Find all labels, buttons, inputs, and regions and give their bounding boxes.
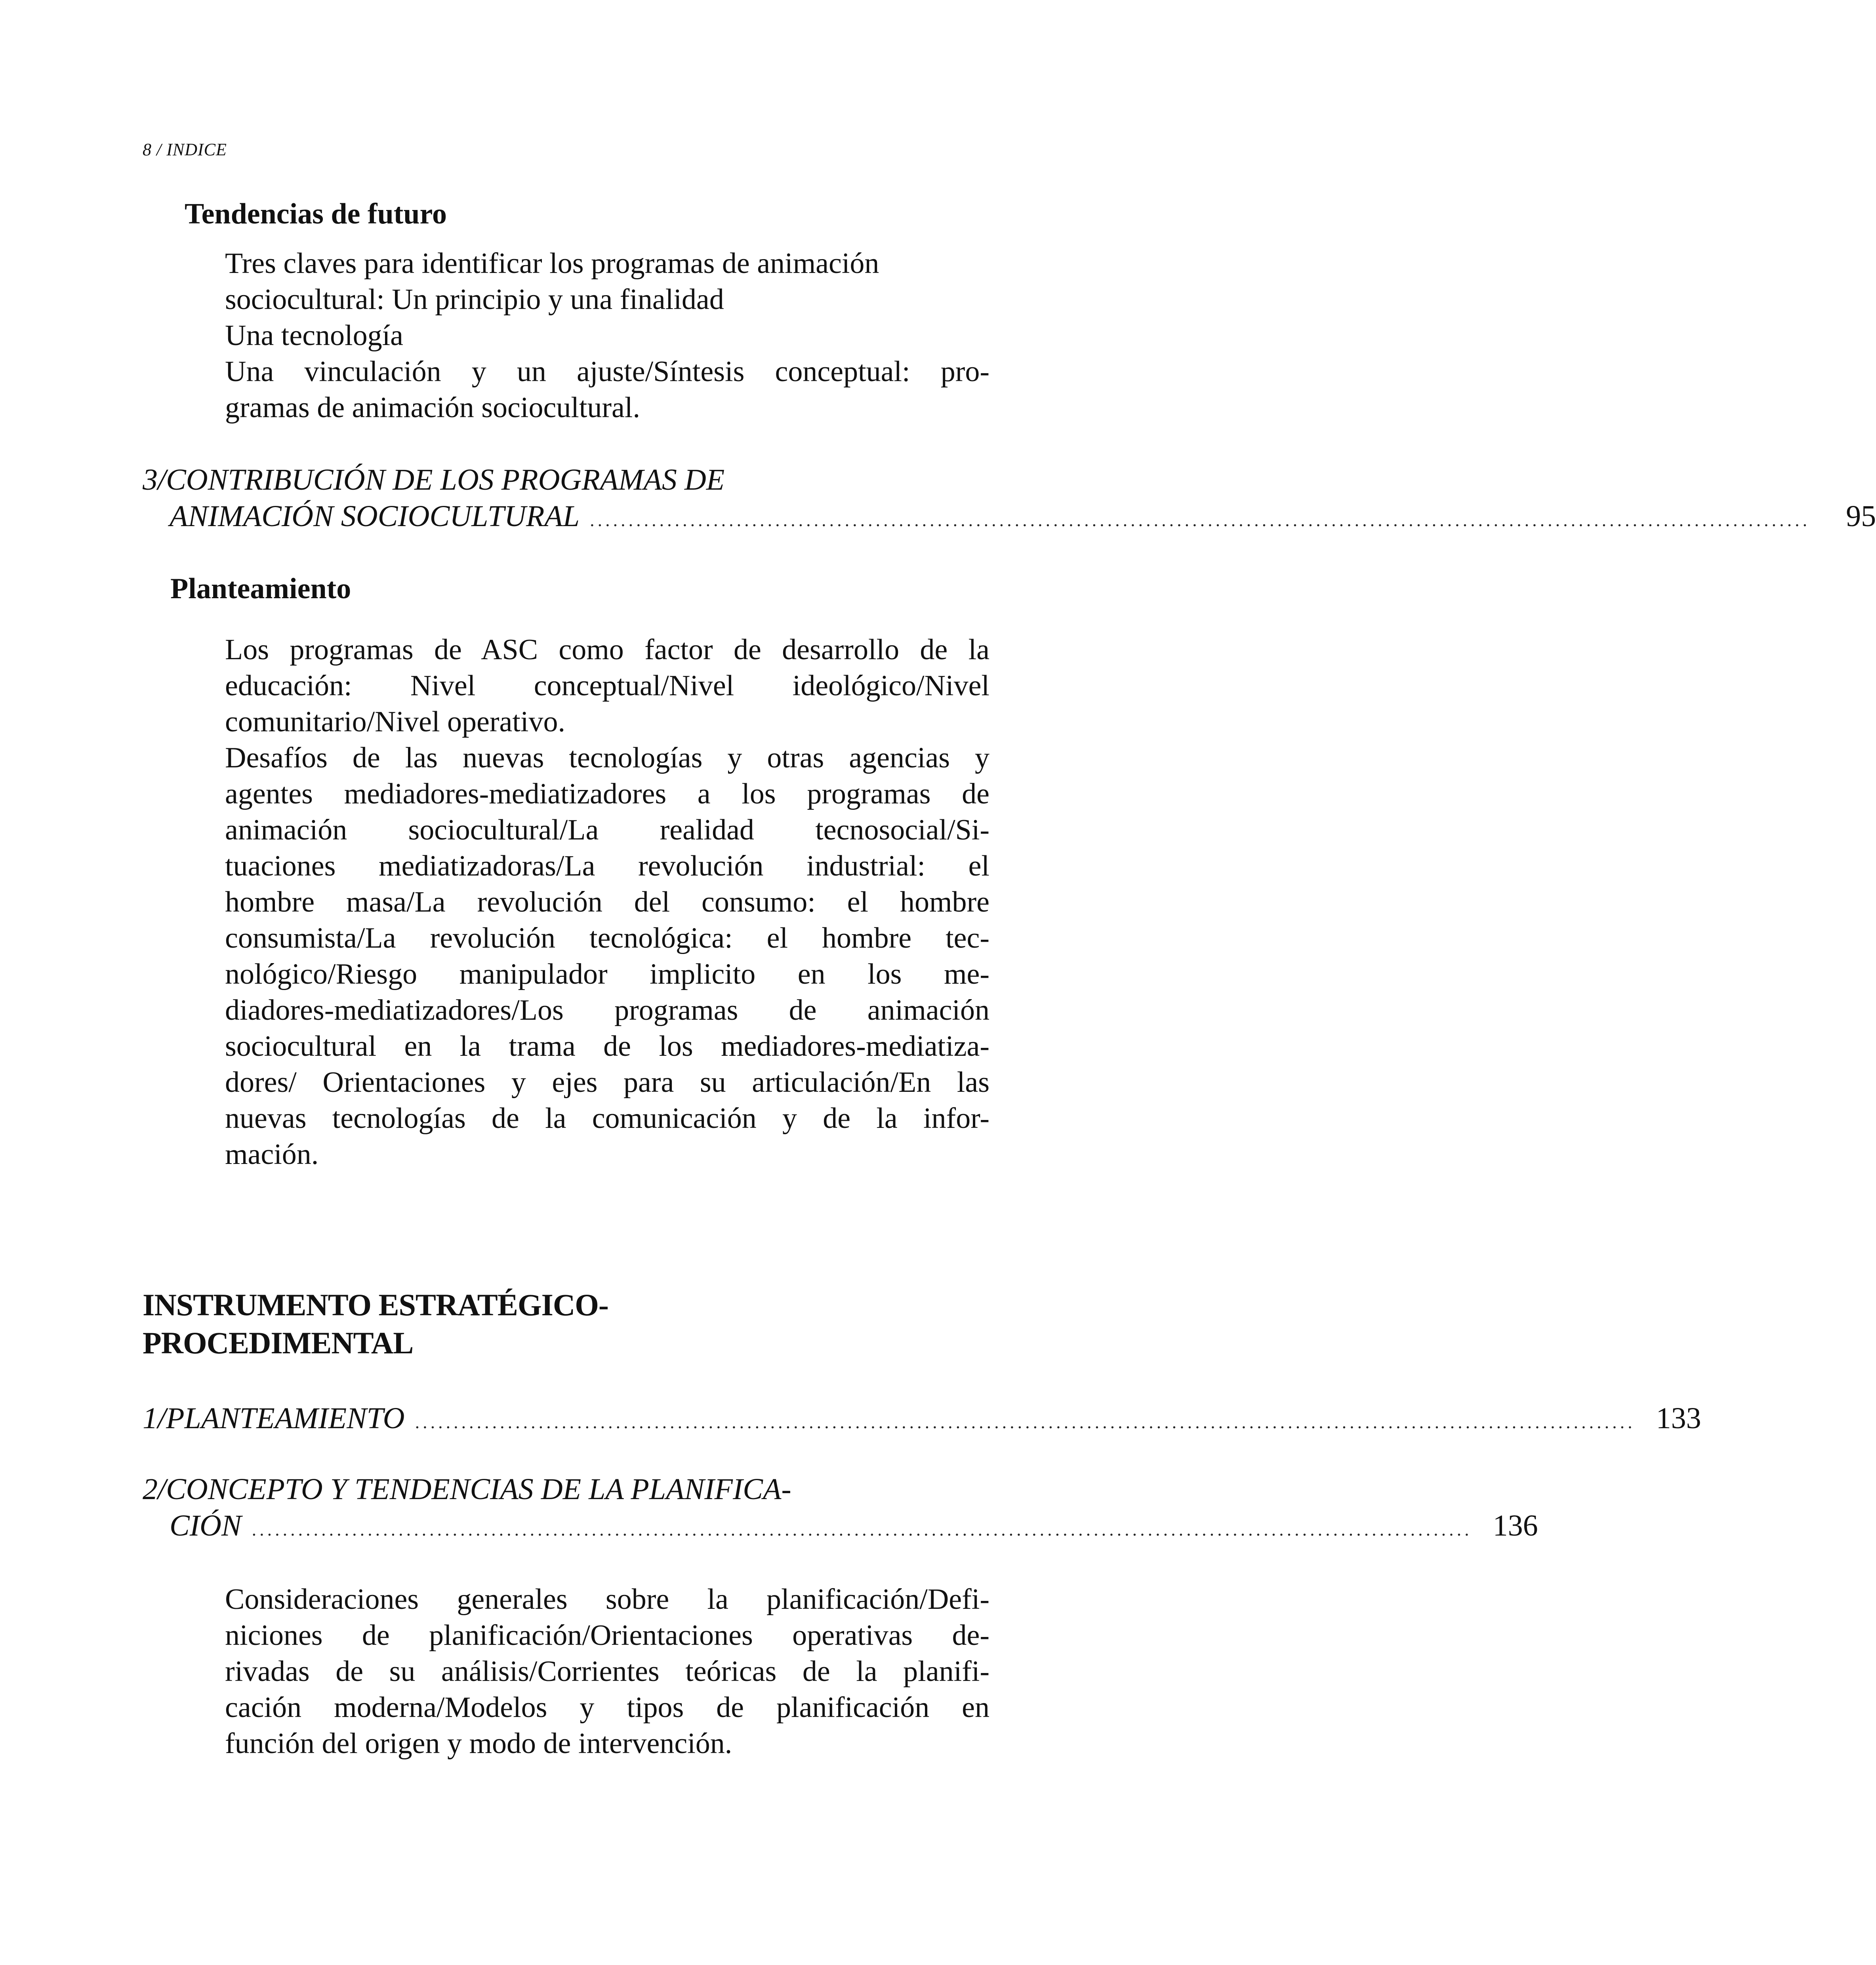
paragraph-planteamiento-2 [225,740,989,1173]
section-title [143,1286,608,1362]
toc-entry-line [143,498,1876,538]
paragraph-consideraciones [225,1582,989,1762]
paragraph-line: educación: Nivel conceptual/Nivel ideológico/Nivel [225,670,989,702]
paragraph-line: consumista/La revolución tecnológica: el hombre tec- [225,922,989,954]
toc-entry-line [143,1507,1538,1548]
paragraph-line: niciones de planificación/Orientaciones operativas de- [225,1619,989,1652]
paragraph-line: dores/ Orientaciones y ejes para su articulación/En las [225,1066,989,1099]
toc-entry-title: ANIMACIÓN SOCIOCULTURAL [170,500,580,533]
paragraph-line: diadores-mediatizadores/Los programas de animación [225,994,989,1026]
paragraph-line: gramas de animación sociocultural. [225,391,640,424]
section-title-line: INSTRUMENTO ESTRATÉGICO- [143,1288,608,1322]
leader-dots: .............................................................................................................................................................. [590,510,1811,530]
toc-entry-title: 1/PLANTEAMIENTO [143,1402,405,1435]
paragraph-line: mación. [225,1138,319,1171]
paragraph-line: Una tecnología [225,319,403,352]
paragraph-line: Una vinculación y un ajuste/Síntesis conceptual: pro- [225,355,989,388]
toc-entry-line [143,1471,1071,1507]
leader-dots: .............................................................................................................................................................. [415,1412,1636,1432]
toc-entry-1[interactable] [143,1400,1701,1440]
section-title-line: PROCEDIMENTAL [143,1326,414,1360]
paragraph-line: nuevas tecnologías de la comunicación y de la infor- [225,1102,989,1135]
paragraph-line: animación sociocultural/La realidad tecnosocial/Si- [225,814,989,846]
toc-entry-title: 2/CONCEPTO Y TENDENCIAS DE LA PLANIFICA- [143,1473,791,1506]
paragraph-tendencias [225,246,989,426]
paragraph-line: tuaciones mediatizadoras/La revolución industrial: el [225,850,989,882]
paragraph-planteamiento-1 [225,632,989,740]
leader-dots: .............................................................................................................................................................. [252,1519,1472,1540]
paragraph-line: Los programas de ASC como factor de desarrollo de la [225,633,989,666]
paragraph-line: Desafíos de las nuevas tecnologías y otras agencias y [225,742,989,774]
paragraph-line: rivadas de su análisis/Corrientes teóricas de la planifi- [225,1655,989,1688]
running-head: 8 / INDICE [143,140,227,159]
paragraph-line: nológico/Riesgo manipulador implicito en los me- [225,958,989,990]
paragraph-line: comunitario/Nivel operativo. [225,706,565,738]
paragraph-line: sociocultural en la trama de los mediadores-mediatiza- [225,1030,989,1063]
toc-entry-2[interactable] [143,1471,1538,1548]
toc-entry-title: 3/CONTRIBUCIÓN DE LOS PROGRAMAS DE [143,463,725,496]
paragraph-line: Tres claves para identificar los programas de animación [225,247,879,280]
toc-page-number: 133 [1656,1402,1701,1435]
toc-entry-3[interactable] [143,462,1876,538]
paragraph-line: cación moderna/Modelos y tipos de planificación en [225,1691,989,1724]
toc-entry-line [143,462,1071,498]
toc-page-number: 95 [1846,500,1876,533]
paragraph-line: Consideraciones generales sobre la planificación/Defi- [225,1583,989,1616]
subheading-tendencias-de-futuro: Tendencias de futuro [185,198,447,230]
toc-entry-line [143,1400,1701,1440]
paragraph-line: función del origen y modo de intervención. [225,1727,732,1760]
toc-entry-title: CIÓN [170,1509,242,1542]
paragraph-line: sociocultural: Un principio y una finalidad [225,283,724,316]
toc-page-number: 136 [1493,1509,1538,1542]
paragraph-line: hombre masa/La revolución del consumo: el hombre [225,886,989,918]
subheading-planteamiento: Planteamiento [170,572,351,605]
paragraph-line: agentes mediadores-mediatizadores a los programas de [225,778,989,810]
